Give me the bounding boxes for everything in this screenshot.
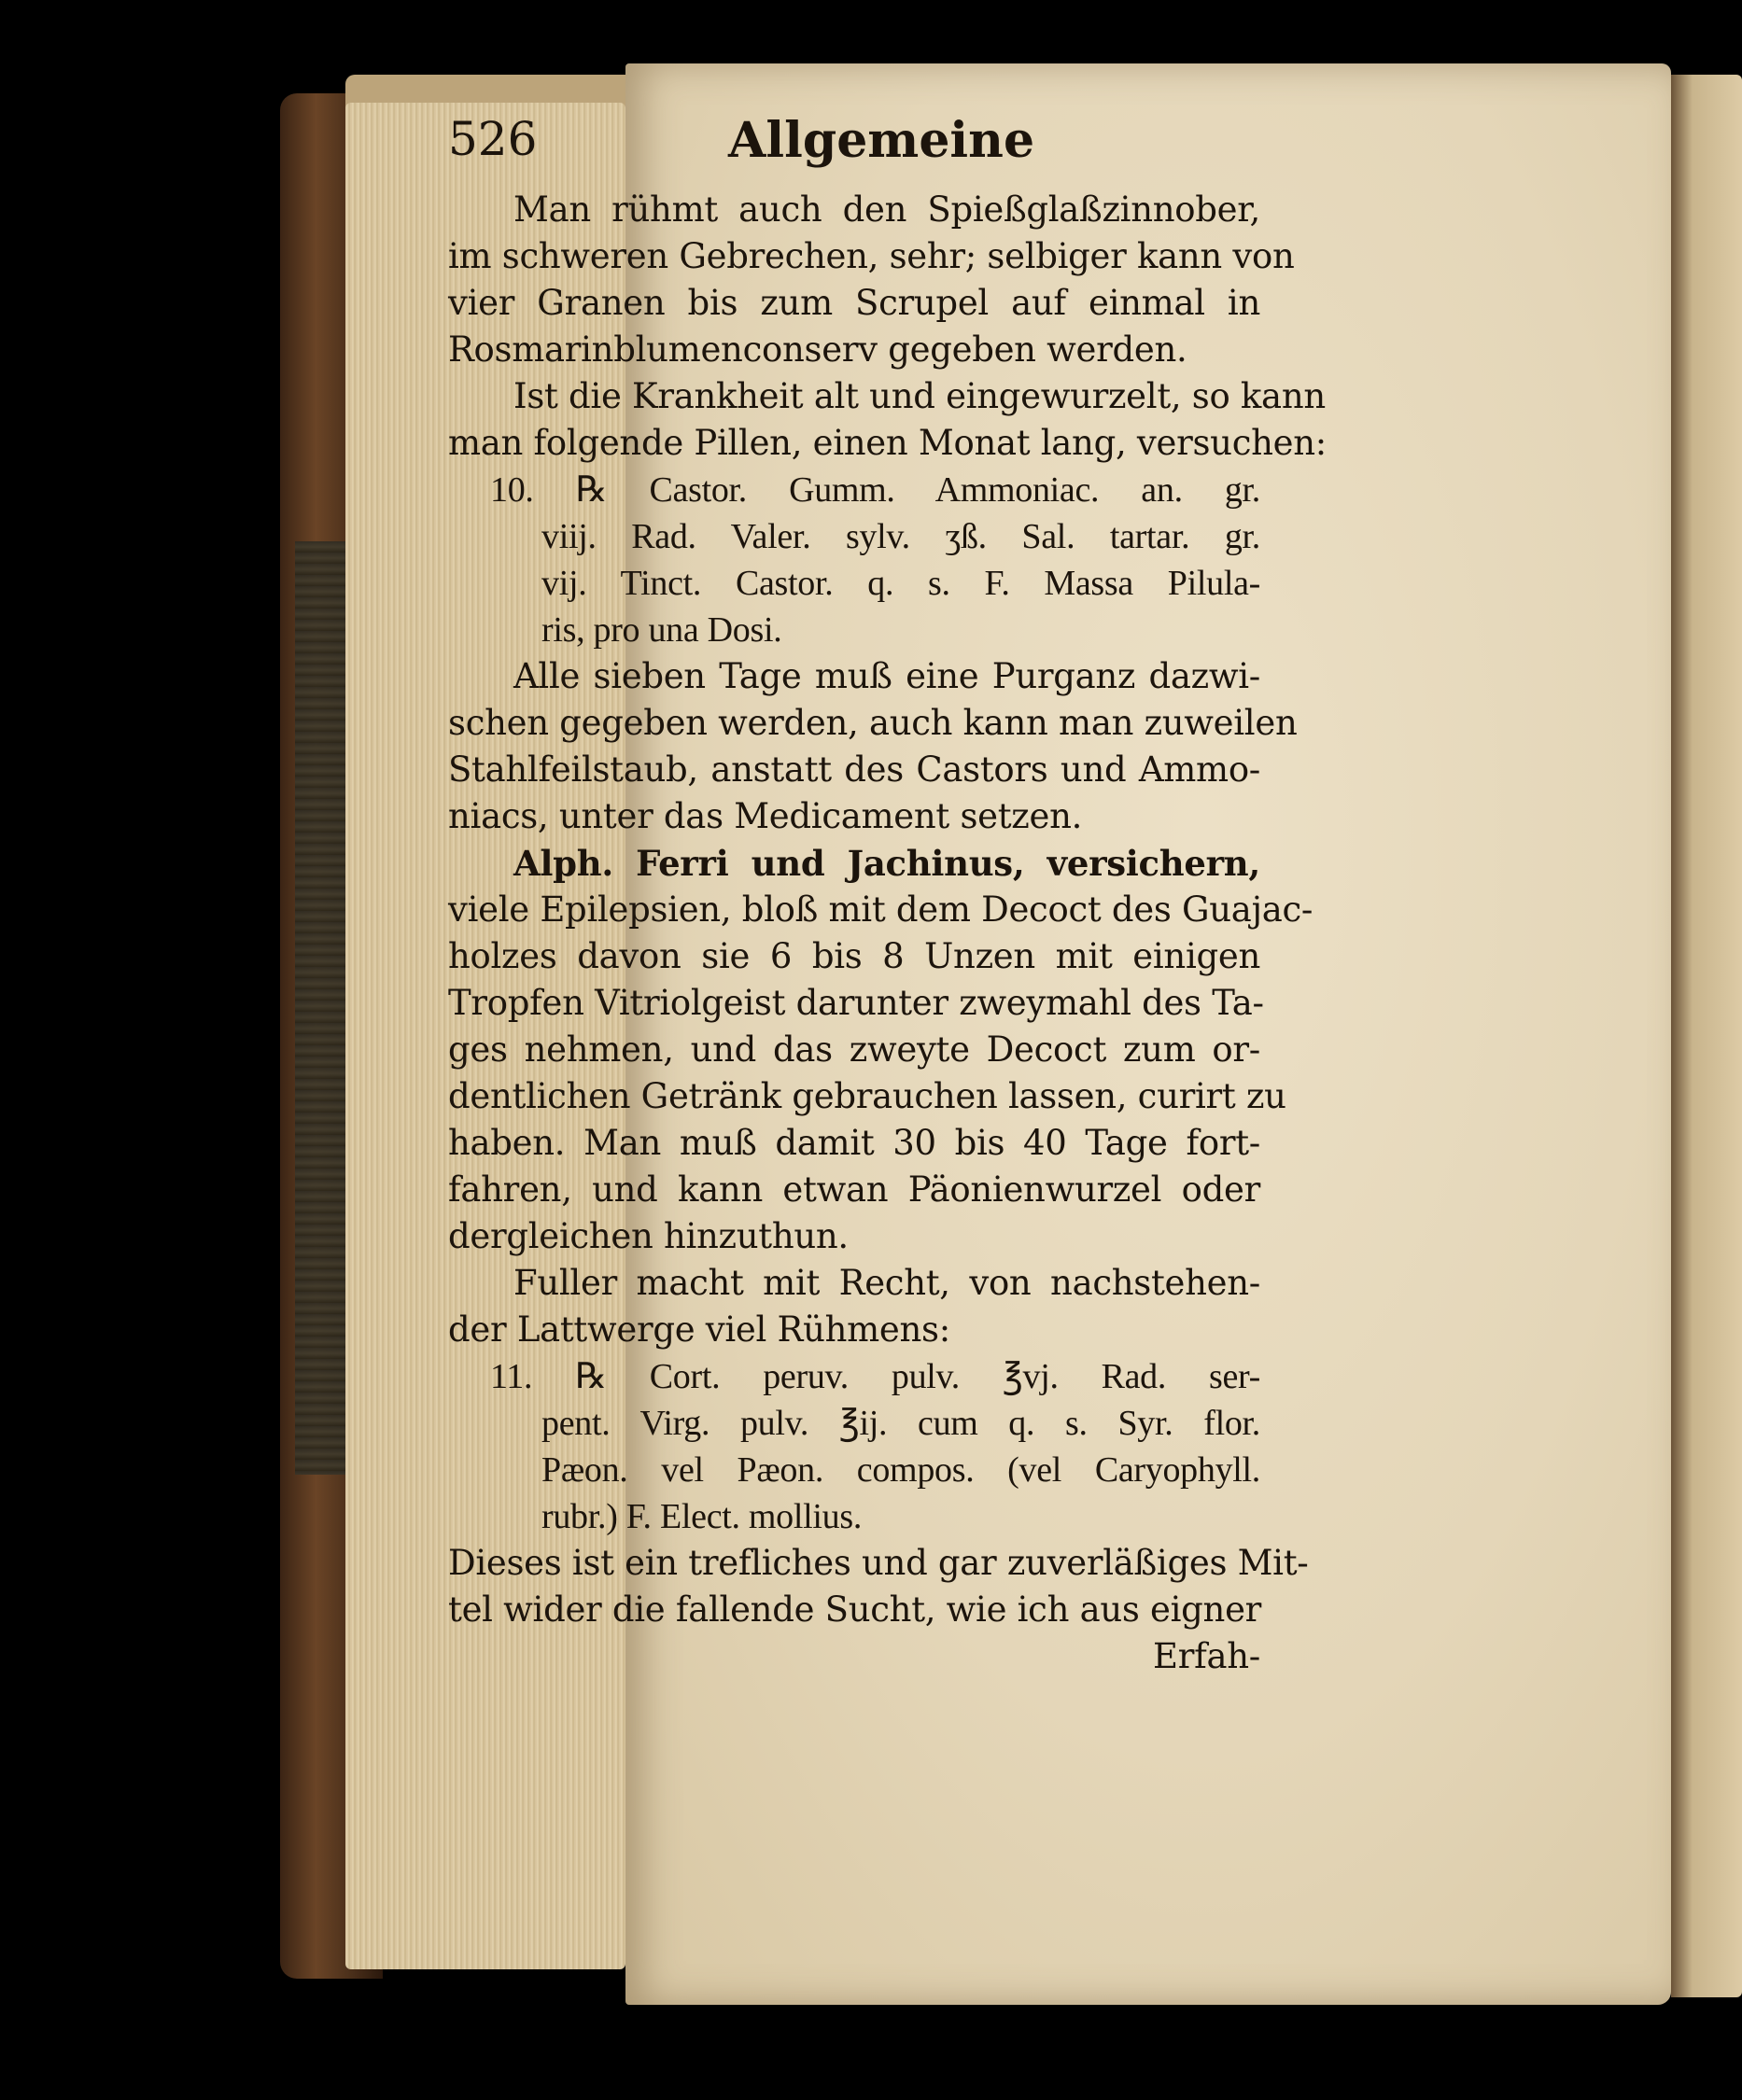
text-line: viele Epilepsien, bloß mit dem Decoct des Guajac- (448, 889, 1314, 930)
text-line: Dieses ist ein trefliches und gar zuverläßiges Mit- (448, 1543, 1309, 1583)
text-line: Tropfen Vitriolgeist darunter zweymahl des Ta- (448, 983, 1264, 1023)
formula-line: Pæon. vel Pæon. compos. (vel Caryophyll. (541, 1450, 1260, 1490)
text-line: haben. Man muß damit 30 bis 40 Tage fort- (448, 1123, 1260, 1163)
running-head: Allgemeine (728, 112, 1035, 169)
text-line: niacs, unter das Medicament setzen. (448, 796, 1083, 836)
text-line: ges nehmen, und das zweyte Decoct zum or- (448, 1029, 1260, 1070)
facing-page-edge (1671, 75, 1742, 1997)
text-line: dergleichen hinzuthun. (448, 1216, 849, 1256)
text-line: dentlichen Getränk gebrauchen lassen, curirt zu (448, 1076, 1286, 1116)
page-text (448, 112, 1327, 1680)
text-line: Fuller macht mit Recht, von nachstehen- (513, 1263, 1260, 1303)
text-line: fahren, und kann etwan Päonienwurzel oder (448, 1169, 1260, 1210)
page-number: 526 (448, 112, 538, 166)
text-line: Alph. Ferri und Jachinus, versichern, (513, 843, 1260, 884)
text-line: Rosmarinblumenconserv gegeben werden. (448, 329, 1187, 370)
text-line: der Lattwerge viel Rühmens: (448, 1309, 950, 1350)
catchword: Erfah- (1153, 1636, 1260, 1676)
text-line: im schweren Gebrechen, sehr; selbiger kann von (448, 236, 1295, 276)
text-line: man folgende Pillen, einen Monat lang, versuchen: (448, 423, 1327, 463)
formula-line: 10. ℞ Castor. Gumm. Ammoniac. an. gr. (490, 470, 1260, 510)
formula-line: ris, pro una Dosi. (541, 610, 782, 650)
text-line: Man rühmt auch den Spießglaßzinnober, (513, 189, 1260, 230)
text-line: vier Granen bis zum Scrupel auf einmal in (448, 283, 1260, 323)
text-line: holzes davon sie 6 bis 8 Unzen mit einigen (448, 936, 1260, 976)
page-header (448, 112, 1260, 187)
text-line: Stahlfeilstaub, anstatt des Castors und Ammo- (448, 749, 1260, 790)
formula-line: vij. Tinct. Castor. q. s. F. Massa Pilula- (541, 564, 1260, 603)
text-line: Ist die Krankheit alt und eingewurzelt, so kann (513, 376, 1326, 416)
formula-line: rubr.) F. Elect. mollius. (541, 1497, 863, 1536)
text-line: schen gegeben werden, auch kann man zuweilen (448, 703, 1298, 743)
text-line: Alle sieben Tage muß eine Purganz dazwi- (513, 656, 1260, 696)
text-line: tel wider die fallende Sucht, wie ich aus eigner (448, 1589, 1262, 1630)
formula-line: 11. ℞ Cort. peruv. pulv. ℥vj. Rad. ser- (490, 1357, 1260, 1396)
formula-line: viij. Rad. Valer. sylv. ʒß. Sal. tartar. gr. (541, 517, 1260, 556)
formula-line: pent. Virg. pulv. ℥ij. cum q. s. Syr. flor. (541, 1404, 1260, 1443)
